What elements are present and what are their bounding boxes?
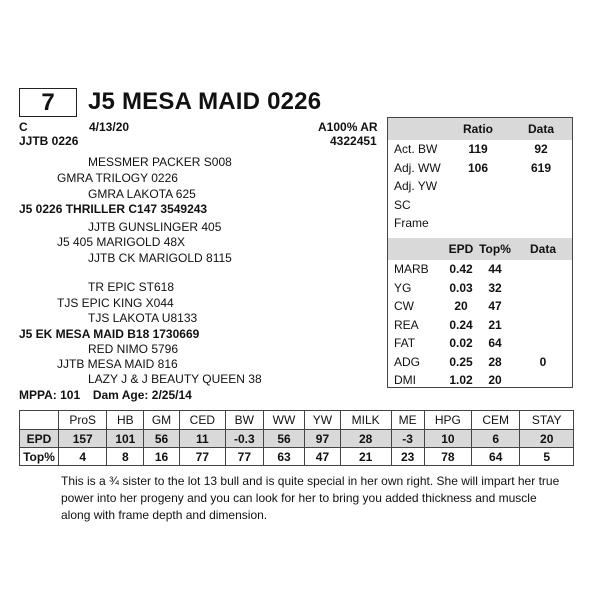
row-label: Top%: [20, 448, 59, 466]
pedigree-ss: GMRA TRILOGY 0226: [57, 171, 178, 185]
row-label: SC: [394, 197, 411, 212]
epd-value: 0.42: [449, 262, 473, 277]
registration-type: A100% AR: [318, 120, 378, 134]
top-percent-value: 20: [488, 373, 502, 388]
ratio-header: Ratio: [446, 118, 510, 140]
top-cell: 23: [391, 448, 424, 466]
epd-cell: 97: [305, 430, 341, 448]
top-cell: 77: [225, 448, 263, 466]
data-value: [510, 196, 572, 215]
top-percent-value: 32: [488, 280, 502, 295]
ratio-value: [446, 177, 510, 196]
lot-description: This is a ¾ sister to the lot 13 bull and is quite special in her own right. She will impart her true power into her progeny and you can look for her to bring you added thickness and muscle along with frame depth and dimension.: [61, 474, 560, 522]
carcass-header: [388, 238, 572, 260]
top-cell: 8: [107, 448, 144, 466]
carcass-table: [388, 238, 572, 390]
pedigree-sss: MESSMER PACKER S008: [88, 155, 232, 169]
registration-number: 4322451: [330, 134, 377, 148]
data-header: Data: [510, 118, 572, 140]
epd-value: 0.02: [449, 336, 473, 351]
dam-age-label: Dam Age:: [92, 388, 149, 402]
pedigree-dsd: TJS LAKOTA U8133: [88, 311, 198, 325]
top-cell: 63: [263, 448, 304, 466]
top-cell: 47: [305, 448, 341, 466]
column-header: HB: [107, 411, 144, 430]
epd-value: 0.03: [449, 280, 473, 295]
performance-row: [388, 159, 572, 178]
epd-table-header: [20, 411, 574, 430]
ratio-value: 106: [467, 160, 489, 175]
performance-row: [388, 177, 572, 196]
epd-cell: 56: [263, 430, 304, 448]
column-header: CEM: [472, 411, 520, 430]
data-value: 92: [534, 142, 548, 157]
epd-value: 1.02: [449, 373, 473, 388]
birth-date: 4/13/20: [89, 120, 130, 134]
carcass-row: [388, 279, 572, 298]
mppa: [19, 388, 192, 402]
epd-table: [19, 410, 574, 466]
column-header: GM: [144, 411, 180, 430]
dam-age-value: 2/25/14: [151, 388, 192, 402]
row-label: DMI: [394, 373, 416, 388]
pedigree-dss: TR EPIC ST618: [88, 280, 175, 294]
epd-cell: 157: [59, 430, 107, 448]
epd-cell: -3: [391, 430, 424, 448]
pedigree-sire: J5 0226 THRILLER C147 3549243: [19, 202, 208, 216]
row-label: Adj. WW: [394, 160, 441, 175]
epd-cell: 10: [424, 430, 471, 448]
epd-cell: 11: [179, 430, 225, 448]
top-percent-value: 21: [488, 317, 502, 332]
carcass-row: [388, 334, 572, 353]
pedigree-ddd: LAZY J & J BEAUTY QUEEN 38: [88, 372, 262, 386]
carcass-row: [388, 297, 572, 316]
top-percent-row: [20, 448, 574, 466]
performance-carcass-panel: [387, 117, 573, 388]
performance-header: [388, 118, 572, 140]
row-label: EPD: [20, 430, 59, 448]
sex-code: C: [19, 120, 28, 134]
epd-cell: 6: [472, 430, 520, 448]
pedigree-dd: JJTB MESA MAID 816: [57, 357, 178, 371]
row-label: MARB: [394, 262, 429, 277]
column-header: ME: [391, 411, 424, 430]
data-value: [510, 214, 572, 233]
epd-value: 0.25: [449, 354, 473, 369]
pedigree-dds: RED NIMO 5796: [88, 342, 179, 356]
epd-cell: -0.3: [225, 430, 263, 448]
pedigree-sdd: JJTB CK MARIGOLD 8115: [88, 251, 232, 265]
top-percent-header: Top%: [476, 238, 514, 260]
row-label: CW: [394, 299, 414, 314]
performance-row: [388, 140, 572, 159]
epd-row: [20, 430, 574, 448]
data-value: [514, 297, 572, 316]
carcass-header-blank: [388, 238, 446, 260]
column-header: BW: [225, 411, 263, 430]
top-percent-value: 28: [488, 354, 502, 369]
top-cell: 64: [472, 448, 520, 466]
top-cell: 5: [520, 448, 574, 466]
data-value: [510, 177, 572, 196]
carcass-row: [388, 316, 572, 335]
epd-value: 0.24: [449, 317, 473, 332]
carcass-row: [388, 371, 572, 390]
top-cell: 4: [59, 448, 107, 466]
mppa-label: MPPA:: [19, 388, 57, 402]
pedigree-sd: J5 405 MARIGOLD 48X: [57, 235, 186, 249]
row-label: Frame: [394, 216, 429, 231]
data-value: [514, 371, 572, 390]
performance-table: [388, 118, 572, 233]
column-header: WW: [263, 411, 304, 430]
data-value: 619: [530, 160, 552, 175]
data-value: [514, 279, 572, 298]
row-label: Act. BW: [394, 142, 438, 157]
lot-number: 7: [19, 88, 77, 117]
column-header: HPG: [424, 411, 471, 430]
ratio-value: [446, 196, 510, 215]
data-value: [514, 316, 572, 335]
top-cell: 21: [340, 448, 391, 466]
top-cell: 16: [144, 448, 180, 466]
epd-header: EPD: [446, 238, 476, 260]
corner-cell: [20, 411, 59, 430]
row-label: REA: [394, 317, 419, 332]
tattoo: JJTB 0226: [19, 134, 79, 148]
epd-cell: 56: [144, 430, 180, 448]
column-header: STAY: [520, 411, 574, 430]
performance-header-blank: [388, 118, 446, 140]
pedigree-ssd: GMRA LAKOTA 625: [88, 187, 196, 201]
carcass-row: [388, 353, 572, 372]
top-cell: 77: [179, 448, 225, 466]
row-label: FAT: [394, 336, 416, 351]
row-label: ADG: [394, 354, 421, 369]
performance-row: [388, 214, 572, 233]
mppa-value: 101: [60, 388, 81, 402]
epd-cell: 101: [107, 430, 144, 448]
column-header: ProS: [59, 411, 107, 430]
top-cell: 78: [424, 448, 471, 466]
data-value: [514, 334, 572, 353]
column-header: MILK: [340, 411, 391, 430]
pedigree-sds: JJTB GUNSLINGER 405: [88, 220, 222, 234]
epd-value: 20: [454, 299, 468, 314]
ratio-value: 119: [468, 142, 488, 157]
top-percent-value: 47: [488, 299, 502, 314]
pedigree-ds: TJS EPIC KING X044: [57, 296, 174, 310]
epd-cell: 28: [340, 430, 391, 448]
carcass-row: [388, 260, 572, 279]
data-header: Data: [514, 238, 572, 260]
performance-row: [388, 196, 572, 215]
column-header: YW: [305, 411, 341, 430]
column-header: CED: [179, 411, 225, 430]
epd-cell: 20: [520, 430, 574, 448]
animal-name: J5 MESA MAID 0226: [88, 88, 322, 115]
data-value: 0: [539, 354, 547, 369]
row-label: YG: [394, 280, 412, 295]
top-percent-value: 64: [488, 336, 502, 351]
ratio-value: [446, 214, 510, 233]
row-label: Adj. YW: [394, 179, 438, 194]
data-value: [514, 260, 572, 279]
top-percent-value: 44: [488, 262, 502, 277]
pedigree-dam: J5 EK MESA MAID B18 1730669: [19, 327, 200, 341]
